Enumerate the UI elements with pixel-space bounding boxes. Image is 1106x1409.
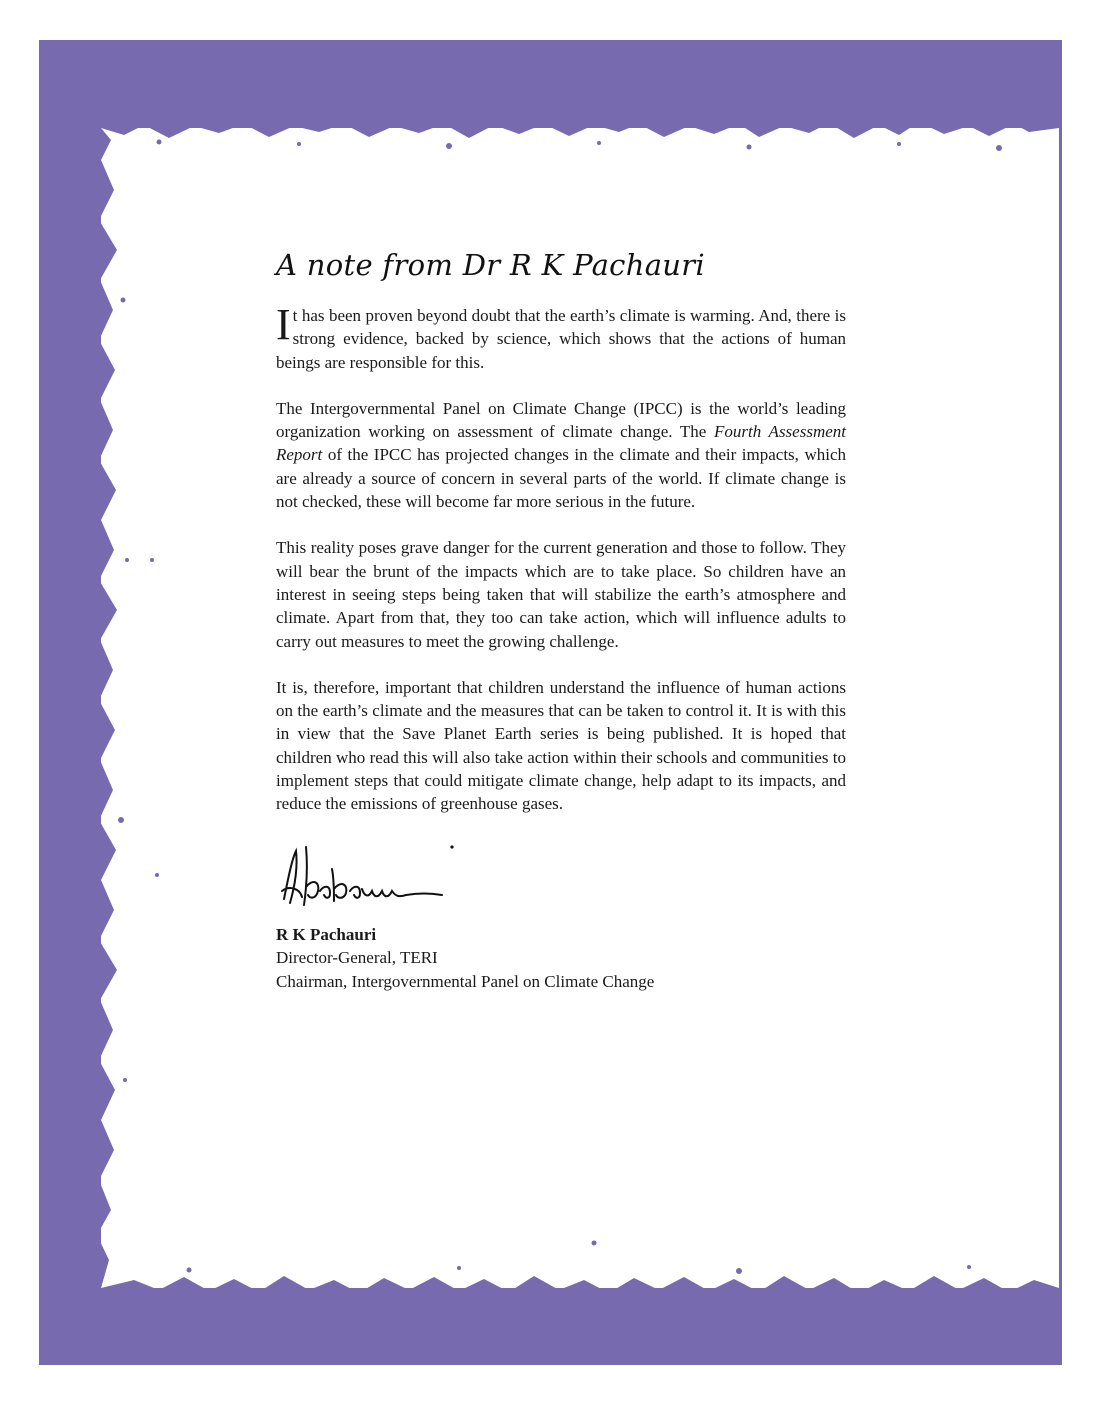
handwritten-signature	[278, 839, 468, 919]
signatory-name: R K Pachauri	[276, 924, 377, 944]
paragraph-2	[276, 397, 846, 513]
paragraph-3: This reality poses grave danger for the current generation and those to follow. They will bear the brunt of the impacts which are to take place. So children have an interest in seeing steps being taken that will stabilize the earth’s atmosphere and climate. Apart from that, they too can take action, which will influence adults to carry out measures to meet the growing challenge.	[276, 538, 846, 651]
page-title: A note from Dr R K Pachauri	[276, 248, 705, 282]
paragraph-2-start: The Intergovernmental Panel on Climate Change (IPCC) is the world’s leading organization working on assessment of climate change. The	[276, 398, 846, 442]
paragraph-1-text: t has been proven beyond doubt that the earth’s climate is warming. And, there is strong evidence, backed by science, which shows that the actions of human beings are responsible for this.	[276, 306, 846, 372]
paragraph-4: It is, therefore, important that children understand the influence of human actions on the earth’s climate and the measures that can be taken to control it. It is with this in view that the Save Planet Earth series is being published. It is hoped that children who read this will also take action within their schools and communities to implement steps that could mitigate climate change, help adapt to its impacts, and reduce the emissions of greenhouse gases.	[276, 677, 846, 814]
paragraph-1	[276, 300, 846, 374]
signatory-role-teri: Director-General, TERI	[276, 948, 438, 968]
signature-block	[276, 923, 846, 994]
paragraph-2-end: of the IPCC has projected changes in the climate and their impacts, which are already a source of concern in several parts of the world. If climate change is not checked, these will become far more serious in the future.	[276, 445, 846, 512]
signatory-role-ipcc: Chairman, Intergovernmental Panel on Climate Change	[276, 971, 655, 991]
letter-content	[276, 248, 846, 993]
drop-cap: I	[276, 300, 291, 349]
report-title: Fourth Assessment Report	[276, 422, 846, 465]
